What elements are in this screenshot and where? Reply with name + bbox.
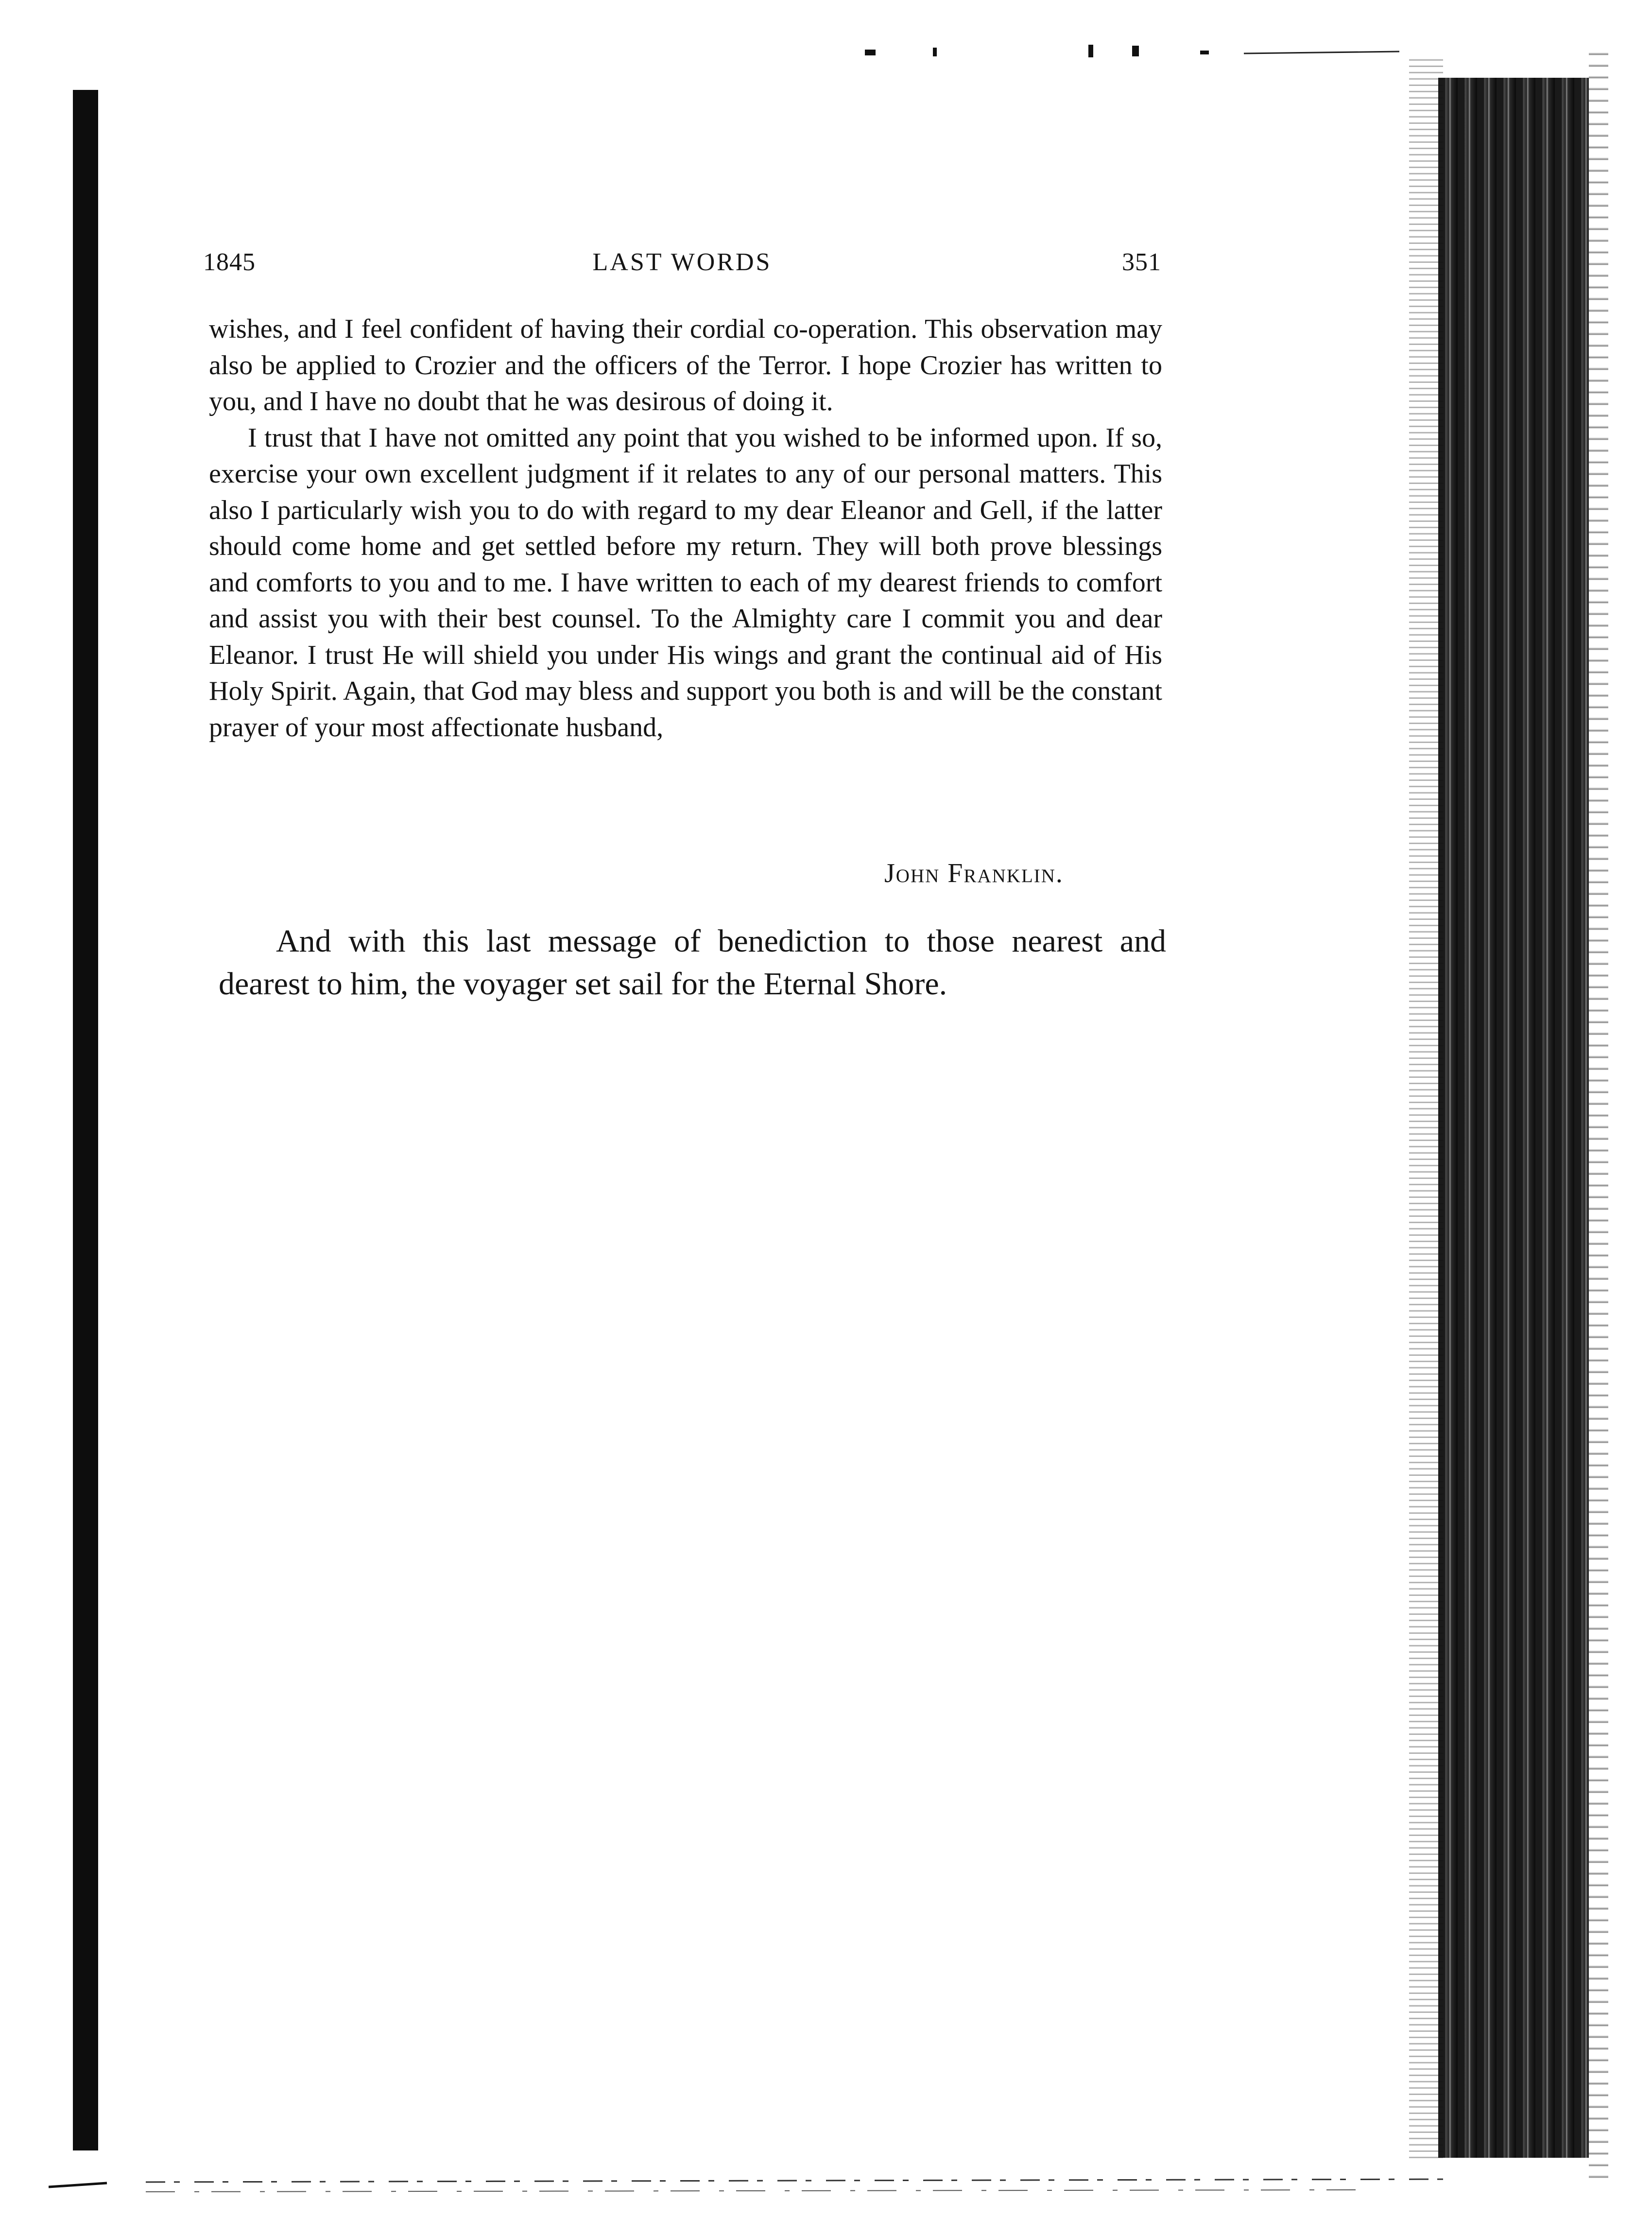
scan-margin-strip <box>1589 49 1608 2187</box>
scan-page-edge <box>1438 78 1589 2158</box>
letter-paragraph-2: I trust that I have not omitted any point that you wished to be informed upon. If so, exercise your own excellent judgment if it relates to any of our personal matters. This also I particularly wish you to do with regard to my dear Eleanor and Gell, if the latter should come home and get settled before my return. They will both prove blessings and comforts to you and to me. I have written to each of my dearest friends to comfort and assist you with their best counsel. To the Almighty care I commit you and dear Eleanor. I trust He will shield you under His wings and grant the continual aid of His Holy Spirit. Again, that God may bless and support you both is and will be the constant prayer of your most affectionate husband, <box>209 422 1162 743</box>
scan-bottom-marks <box>49 2172 1458 2202</box>
scan-top-marks <box>719 43 1399 62</box>
page-number: 351 <box>1122 248 1161 276</box>
header-title: LAST WORDS <box>592 248 772 276</box>
header-year: 1845 <box>203 248 256 276</box>
closing-text: And with this last message of benediction to those nearest and dearest to him, the voyager set sail for the Eternal Shore. <box>219 923 1166 1002</box>
closing-paragraph <box>219 920 1166 1005</box>
letter-paragraph-1: wishes, and I feel confident of having their cordial co-operation. This observation may also be applied to Crozier and the officers of the Terror. I hope Crozier has written to you, and I have no doubt that he was desirous of doing it. <box>209 314 1162 416</box>
letter-signature: John Franklin. <box>884 858 1064 888</box>
running-header <box>203 248 1161 282</box>
scan-binding-shadow <box>73 90 98 2150</box>
letter-body <box>209 311 1162 745</box>
